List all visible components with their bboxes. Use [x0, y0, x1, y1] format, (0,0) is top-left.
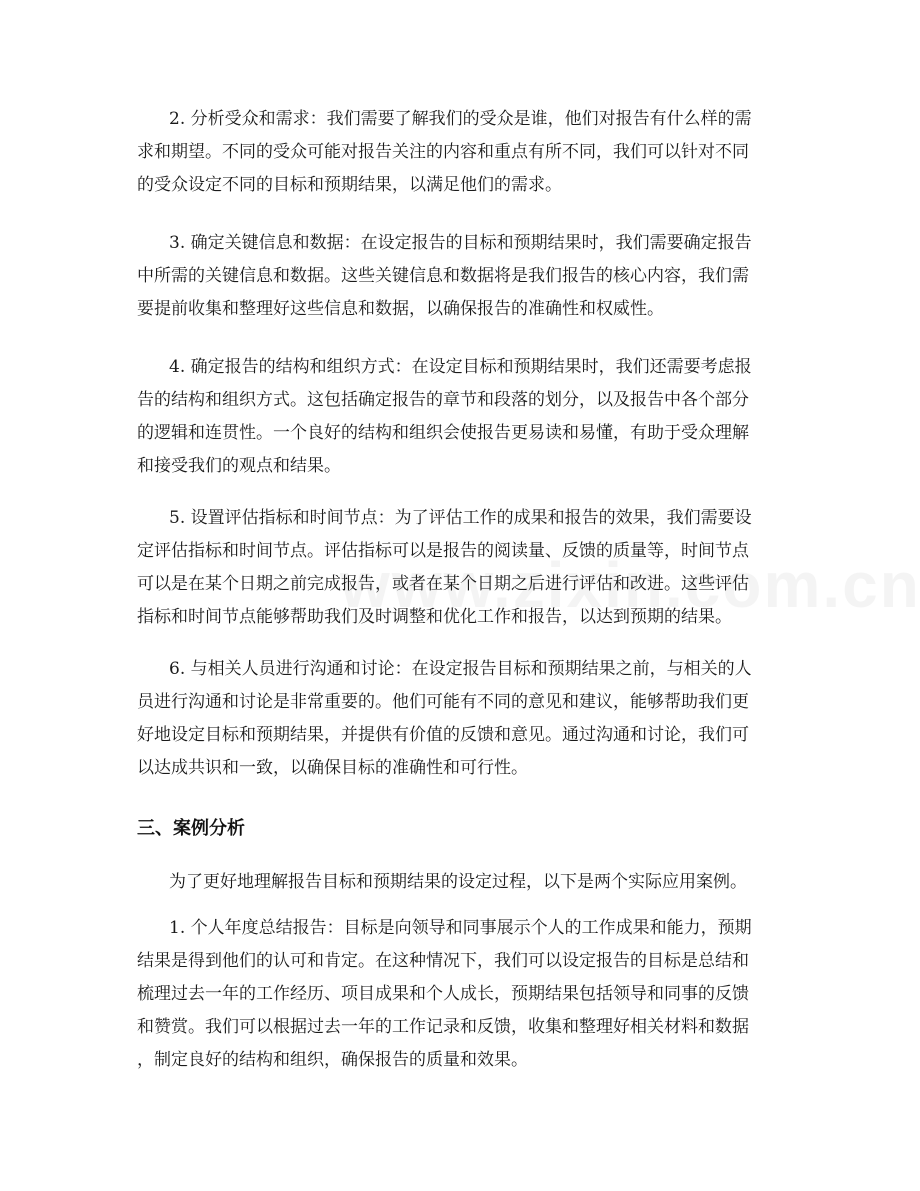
- paragraph-line: 要提前收集和整理好这些信息和数据，以确保报告的准确性和权威性。: [137, 299, 664, 319]
- paragraph-line: 指标和时间节点能够帮助我们及时调整和优化工作和报告，以达到预期的结果。: [137, 607, 732, 627]
- paragraph-line: 梳理过去一年的工作经历、项目成果和个人成长，预期结果包括领导和同事的反馈: [137, 984, 749, 1004]
- paragraph-line: 1. 个人年度总结报告：目标是向领导和同事展示个人的工作成果和能力，预期: [169, 918, 752, 938]
- paragraph-line: 6. 与相关人员进行沟通和讨论：在设定报告目标和预期结果之前，与相关的人: [169, 659, 752, 679]
- paragraph-line: 为了更好地理解报告目标和预期结果的设定过程，以下是两个实际应用案例。: [169, 872, 747, 892]
- paragraph-line: 中所需的关键信息和数据。这些关键信息和数据将是我们报告的核心内容，我们需: [137, 266, 749, 286]
- paragraph-line: 和接受我们的观点和结果。: [137, 456, 341, 476]
- paragraph-line: 3. 确定关键信息和数据：在设定报告的目标和预期结果时，我们需要确定报告: [169, 233, 752, 253]
- paragraph-line: 告的结构和组织方式。这包括确定报告的章节和段落的划分，以及报告中各个部分: [137, 390, 749, 410]
- paragraph-line: 的逻辑和连贯性。一个良好的结构和组织会使报告更易读和易懂，有助于受众理解: [137, 423, 749, 443]
- paragraph-6: [137, 653, 783, 785]
- case-1-paragraph: [137, 912, 783, 1077]
- paragraph-4: [137, 351, 783, 483]
- paragraph-line: ，制定良好的结构和组织，确保报告的质量和效果。: [137, 1050, 528, 1070]
- paragraph-line: 可以是在某个日期之前完成报告，或者在某个日期之后进行评估和改进。这些评估: [137, 574, 749, 594]
- paragraph-line: 员进行沟通和讨论是非常重要的。他们可能有不同的意见和建议，能够帮助我们更: [137, 692, 749, 712]
- paragraph-line: 好地设定目标和预期结果，并提供有价值的反馈和意见。通过沟通和讨论，我们可: [137, 725, 749, 745]
- paragraph-line: 2. 分析受众和需求：我们需要了解我们的受众是谁，他们对报告有什么样的需: [169, 109, 752, 129]
- intro-paragraph: [137, 866, 783, 899]
- paragraph-line: 4. 确定报告的结构和组织方式：在设定目标和预期结果时，我们还需要考虑报: [169, 357, 752, 377]
- paragraph-line: 5. 设置评估指标和时间节点：为了评估工作的成果和报告的效果，我们需要设: [169, 508, 752, 528]
- paragraph-line: 的受众设定不同的目标和预期结果，以满足他们的需求。: [137, 175, 562, 195]
- paragraph-line: 和赞赏。我们可以根据过去一年的工作记录和反馈，收集和整理好相关材料和数据: [137, 1017, 749, 1037]
- paragraph-2: [137, 103, 783, 202]
- paragraph-5: [137, 502, 783, 634]
- paragraph-line: 求和期望。不同的受众可能对报告关注的内容和重点有所不同，我们可以针对不同: [137, 142, 749, 162]
- paragraph-line: 定评估指标和时间节点。评估指标可以是报告的阅读量、反馈的质量等，时间节点: [137, 541, 749, 561]
- paragraph-line: 以达成共识和一致，以确保目标的准确性和可行性。: [137, 758, 528, 778]
- paragraph-3: [137, 227, 783, 326]
- paragraph-line: 结果是得到他们的认可和肯定。在这种情况下，我们可以设定报告的目标是总结和: [137, 951, 749, 971]
- section-heading: 三、案例分析: [137, 818, 245, 839]
